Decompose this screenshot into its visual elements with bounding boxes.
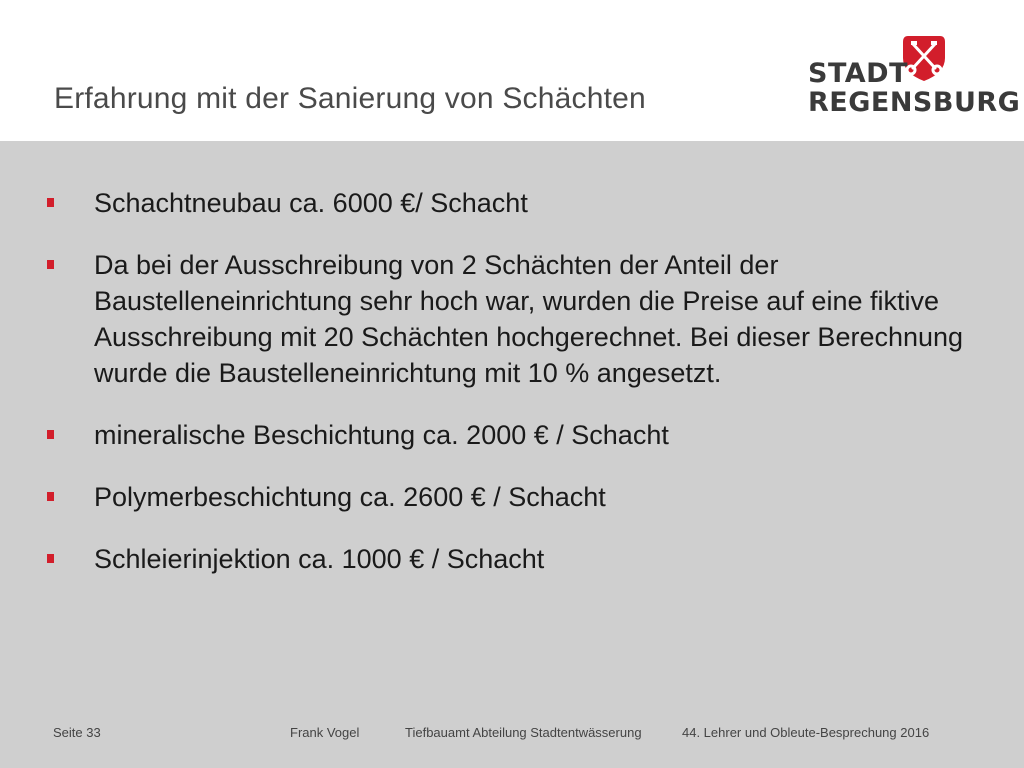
bullet-list [0,185,1024,603]
bullet-text: mineralische Beschichtung ca. 2000 € / Schacht [94,420,669,450]
bullet-text: Da bei der Ausschreibung von 2 Schächten der Anteil der Baustelleneinrichtung sehr hoch war, wurden die Preise auf eine fiktive Ausschreibung mit 20 Schächten hochgerechnet. Bei dieser Berechnung wurde die Baustelleneinrichtung mit 10 % angesetzt. [94,250,964,388]
footer-author: Frank Vogel [290,725,360,740]
slide-header [0,0,1024,141]
bullet-marker-icon [47,554,54,563]
bullet-marker-icon [47,430,54,439]
bullet-text: Polymerbeschichtung ca. 2600 € / Schacht [94,482,606,512]
bullet-item-neubau [0,185,1024,221]
slide-footer [0,725,1024,745]
footer-event: 44. Lehrer und Obleute-Besprechung 2016 [682,725,930,740]
stadt-regensburg-logo [808,33,1021,119]
logo-wordmark [808,59,1020,117]
logo-line-stadt: STADT [808,58,908,89]
slide-title: Erfahrung mit der Sanierung von Schächten [54,82,646,115]
bullet-marker-icon [47,492,54,501]
bullet-marker-icon [47,260,54,269]
footer-page-number: Seite 33 [53,725,101,740]
bullet-text: Schleierinjektion ca. 1000 € / Schacht [94,544,545,574]
bullet-item-ausschreibung [0,247,1024,391]
bullet-item-polymerbeschichtung [0,479,1024,515]
logo-line-regensburg: REGENSBURG [808,87,1021,118]
bullet-marker-icon [47,198,54,207]
footer-department: Tiefbauamt Abteilung Stadtentwässerung [405,725,642,740]
bullet-item-mineralische-beschichtung [0,417,1024,453]
bullet-item-schleierinjektion [0,541,1024,577]
bullet-text: Schachtneubau ca. 6000 €/ Schacht [94,188,528,218]
slide-content [0,141,1024,768]
